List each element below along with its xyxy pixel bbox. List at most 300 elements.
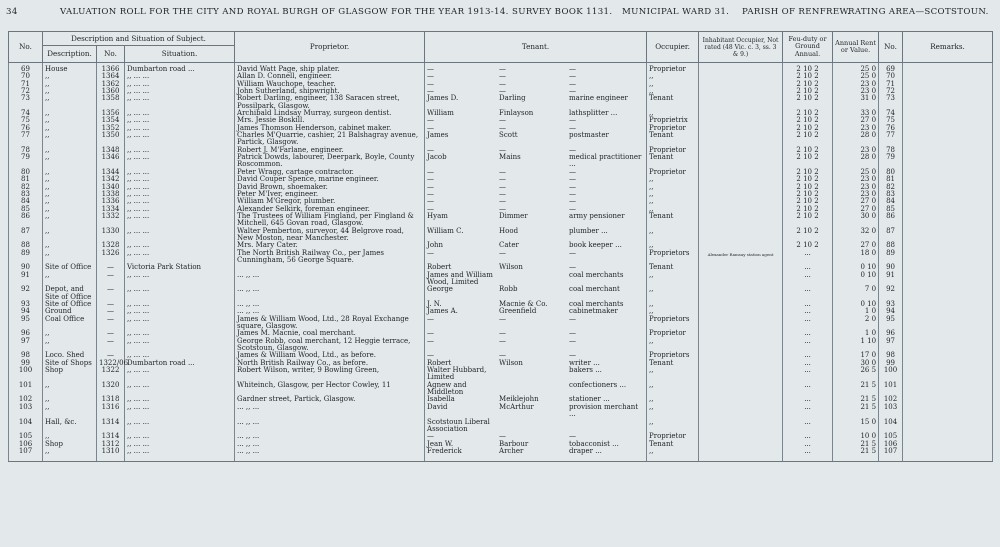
row-description: Site of Office xyxy=(43,301,97,308)
row-rent: 7 0 xyxy=(833,286,879,301)
tenant-first-name: — xyxy=(427,314,435,323)
row-proprietor: ... ,, ... xyxy=(235,441,425,448)
row-occupier: ,, xyxy=(647,184,699,191)
row-number: — xyxy=(97,330,125,337)
tenant-occupation: coal merchant xyxy=(569,285,620,294)
tenant-first-name: Scotstoun Liberal Association xyxy=(427,417,490,433)
row-inhabitant xyxy=(699,308,783,315)
row-inhabitant xyxy=(699,338,783,353)
row-no: 87 xyxy=(9,228,43,243)
row-tenant xyxy=(425,198,647,205)
row-tenant xyxy=(425,367,647,382)
tenant-first-name: — xyxy=(427,123,435,132)
tenant-first-name: — xyxy=(427,65,435,73)
row-situation: ,, ... ... xyxy=(125,110,235,117)
row-occupier: Proprietors xyxy=(647,250,699,265)
row-remarks xyxy=(903,250,993,265)
row-occupier: ,, xyxy=(647,286,699,301)
tenant-first-name: David xyxy=(427,402,448,411)
row-no: 105 xyxy=(9,433,43,440)
row-no: 78 xyxy=(9,147,43,154)
row-description: ,, xyxy=(43,272,97,287)
row-tenant xyxy=(425,95,647,110)
row-proprietor: Charles M'Quarrie, cashier, 21 Balshagray avenue, Partick, Glasgow. xyxy=(235,132,425,147)
row-no: 97 xyxy=(9,338,43,353)
row-rent: 30 0 xyxy=(833,213,879,228)
row-situation: ,, ... ... xyxy=(125,191,235,198)
row-description: ,, xyxy=(43,154,97,169)
row-number: — xyxy=(97,338,125,353)
col-tenant: Tenant. xyxy=(425,32,647,63)
row-feu-duty: 2 10 2 xyxy=(783,66,833,73)
row-no: 75 xyxy=(9,117,43,124)
row-occupier: Tenant xyxy=(647,264,699,271)
tenant-first-name: Hyam xyxy=(427,211,448,220)
row-number: — xyxy=(97,301,125,308)
row-number: 1352 xyxy=(97,125,125,132)
tenant-first-name: — xyxy=(427,204,435,213)
col-description: Description. xyxy=(43,46,97,63)
tenant-occupation: writer ... xyxy=(569,358,600,367)
row-no: 82 xyxy=(9,184,43,191)
row-tenant xyxy=(425,213,647,228)
footer-cell xyxy=(833,455,879,462)
row-situation: ,, ... ... xyxy=(125,419,235,434)
row-description: ,, xyxy=(43,198,97,205)
row-no-right: 75 xyxy=(879,117,903,124)
table-row xyxy=(9,419,993,434)
table-body xyxy=(9,63,993,462)
row-feu-duty: ... xyxy=(783,301,833,308)
row-feu-duty: ... xyxy=(783,396,833,403)
table-row xyxy=(9,367,993,382)
row-no-right: 104 xyxy=(879,419,903,434)
col-no: No. xyxy=(9,32,43,63)
row-rent: 23 0 xyxy=(833,184,879,191)
row-occupier: ,, xyxy=(647,448,699,455)
row-occupier: ,, xyxy=(647,191,699,198)
tenant-occupation: postmaster xyxy=(569,131,609,140)
row-inhabitant xyxy=(699,176,783,183)
tenant-first-name: — xyxy=(427,116,435,125)
row-situation: ,, ... ... xyxy=(125,448,235,455)
row-remarks xyxy=(903,308,993,315)
tenant-occupation xyxy=(569,419,644,434)
tenant-occupation: — xyxy=(569,314,577,323)
footer-cell xyxy=(903,455,993,462)
row-situation: ,, ... ... xyxy=(125,404,235,419)
row-situation: ,, ... ... xyxy=(125,286,235,301)
row-feu-duty: 2 10 2 xyxy=(783,110,833,117)
row-situation: ,, ... ... xyxy=(125,132,235,147)
row-no-right: 90 xyxy=(879,264,903,271)
row-rent: 21 5 xyxy=(833,441,879,448)
row-occupier: Tenant xyxy=(647,213,699,228)
tenant-occupation: army pensioner xyxy=(569,211,625,220)
tenant-last-name: — xyxy=(499,336,507,345)
row-inhabitant xyxy=(699,81,783,88)
tenant-first-name: — xyxy=(427,167,435,176)
row-no: 84 xyxy=(9,198,43,205)
row-number: 1328 xyxy=(97,242,125,249)
row-description: ,, xyxy=(43,117,97,124)
row-number: 1316 xyxy=(97,404,125,419)
row-remarks xyxy=(903,110,993,117)
row-inhabitant xyxy=(699,264,783,271)
tenant-last-name: — xyxy=(499,123,507,132)
row-feu-duty: ... xyxy=(783,448,833,455)
tenant-last-name: — xyxy=(499,175,507,184)
row-no-right: 76 xyxy=(879,125,903,132)
row-inhabitant xyxy=(699,110,783,117)
row-tenant xyxy=(425,132,647,147)
row-no-right: 101 xyxy=(879,382,903,397)
row-situation: ,, ... ... xyxy=(125,117,235,124)
row-rent: 18 0 xyxy=(833,250,879,265)
row-occupier: ,, xyxy=(647,206,699,213)
row-proprietor: John Sutherland, shipwright. xyxy=(235,88,425,95)
row-number: 1336 xyxy=(97,198,125,205)
row-no: 72 xyxy=(9,88,43,95)
tenant-occupation: coal merchants xyxy=(569,300,624,308)
tenant-occupation: — xyxy=(569,189,577,198)
row-proprietor: Gardner street, Partick, Glasgow. xyxy=(235,396,425,403)
row-remarks xyxy=(903,191,993,198)
row-inhabitant xyxy=(699,95,783,110)
row-rent: 1 0 xyxy=(833,330,879,337)
tenant-occupation: — xyxy=(569,263,577,272)
row-situation: ,, ... ... xyxy=(125,367,235,382)
tenant-last-name: — xyxy=(499,314,507,323)
row-situation: ,, ... ... xyxy=(125,272,235,287)
row-description: ,, xyxy=(43,110,97,117)
row-number: 1348 xyxy=(97,147,125,154)
row-tenant xyxy=(425,73,647,80)
col-group-description: Description and Situation of Subject. xyxy=(43,32,235,46)
row-tenant xyxy=(425,154,647,169)
row-situation: ,, ... ... xyxy=(125,308,235,315)
tenant-first-name: John xyxy=(427,241,444,250)
row-no: 101 xyxy=(9,382,43,397)
table-row xyxy=(9,213,993,228)
row-feu-duty: 2 10 2 xyxy=(783,206,833,213)
row-description: ,, xyxy=(43,81,97,88)
row-number: 1338 xyxy=(97,191,125,198)
row-inhabitant xyxy=(699,250,783,265)
row-rent: 0 10 xyxy=(833,272,879,287)
tenant-last-name: Scott xyxy=(499,131,518,140)
tenant-first-name: — xyxy=(427,145,435,154)
row-description: House xyxy=(43,66,97,73)
row-description: Hall, &c. xyxy=(43,419,97,434)
footer-cell xyxy=(9,455,43,462)
row-rent: 21 5 xyxy=(833,404,879,419)
tenant-last-name xyxy=(499,272,569,287)
tenant-last-name xyxy=(499,367,569,382)
row-no: 95 xyxy=(9,316,43,331)
row-description: ,, xyxy=(43,191,97,198)
tenant-last-name: — xyxy=(499,182,507,191)
roll-title: VALUATION ROLL FOR THE CITY AND ROYAL BURGH OF GLASGOW FOR THE YEAR 1913-14. xyxy=(60,7,509,17)
row-inhabitant xyxy=(699,169,783,176)
table-row xyxy=(9,382,993,397)
tenant-occupation: — xyxy=(569,175,577,184)
row-number: 1340 xyxy=(97,184,125,191)
row-number: 1344 xyxy=(97,169,125,176)
row-description: ,, xyxy=(43,176,97,183)
row-description: ,, xyxy=(43,206,97,213)
row-no: 74 xyxy=(9,110,43,117)
row-feu-duty: 2 10 2 xyxy=(783,117,833,124)
row-no: 79 xyxy=(9,154,43,169)
row-no-right: 78 xyxy=(879,147,903,154)
row-rent: 27 0 xyxy=(833,198,879,205)
row-remarks xyxy=(903,419,993,434)
row-rent: 1 0 xyxy=(833,308,879,315)
row-inhabitant xyxy=(699,330,783,337)
row-situation: ,, ... ... xyxy=(125,95,235,110)
row-occupier: ,, xyxy=(647,242,699,249)
table-row xyxy=(9,286,993,301)
row-description: Loco. Shed xyxy=(43,352,97,359)
tenant-last-name: Macnie & Co. xyxy=(499,300,548,308)
row-rent: 26 5 xyxy=(833,367,879,382)
row-inhabitant xyxy=(699,184,783,191)
row-no: 90 xyxy=(9,264,43,271)
row-remarks xyxy=(903,66,993,73)
row-number: 1356 xyxy=(97,110,125,117)
row-number: 1354 xyxy=(97,117,125,124)
row-no-right: 100 xyxy=(879,367,903,382)
tenant-occupation: — xyxy=(569,72,577,81)
row-remarks xyxy=(903,301,993,308)
row-situation: ,, ... ... xyxy=(125,396,235,403)
row-situation: ,, ... ... xyxy=(125,382,235,397)
row-no: 100 xyxy=(9,367,43,382)
row-occupier: Tenant xyxy=(647,360,699,367)
tenant-occupation: draper ... xyxy=(569,446,602,455)
tenant-last-name: Hood xyxy=(499,226,519,235)
row-occupier: Tenant xyxy=(647,95,699,110)
row-situation: ,, ... ... xyxy=(125,250,235,265)
tenant-last-name: — xyxy=(499,79,507,88)
row-tenant xyxy=(425,228,647,243)
row-feu-duty: ... xyxy=(783,441,833,448)
tenant-first-name: J. N. xyxy=(427,300,442,308)
row-remarks xyxy=(903,81,993,88)
tenant-occupation: lathsplitter ... xyxy=(569,109,618,118)
row-rent: 30 0 xyxy=(833,360,879,367)
row-no-right: 70 xyxy=(879,73,903,80)
tenant-first-name: — xyxy=(427,351,435,360)
row-situation: ,, ... ... xyxy=(125,73,235,80)
row-occupier: Proprietor xyxy=(647,169,699,176)
tenant-last-name: Meiklejohn xyxy=(499,395,539,404)
col-remarks: Remarks. xyxy=(903,32,993,63)
row-feu-duty: ... xyxy=(783,382,833,397)
row-no-right: 96 xyxy=(879,330,903,337)
row-tenant xyxy=(425,184,647,191)
row-occupier: ,, xyxy=(647,367,699,382)
row-no-right: 105 xyxy=(879,433,903,440)
row-no-right: 94 xyxy=(879,308,903,315)
col-inhabitant: Inhabitant Occupier, Not rated (48 Vic. c. 3, ss. 3 & 9.) xyxy=(699,32,783,63)
row-occupier: Proprietors xyxy=(647,316,699,331)
row-number: — xyxy=(97,352,125,359)
row-occupier: Proprietor xyxy=(647,147,699,154)
row-no: 103 xyxy=(9,404,43,419)
tenant-last-name: — xyxy=(499,351,507,360)
row-description: Coal Office xyxy=(43,316,97,331)
row-number: 1318 xyxy=(97,396,125,403)
table-row xyxy=(9,95,993,110)
row-feu-duty: 2 10 2 xyxy=(783,184,833,191)
row-no: 76 xyxy=(9,125,43,132)
row-number: — xyxy=(97,316,125,331)
row-tenant xyxy=(425,250,647,265)
row-feu-duty: ... xyxy=(783,272,833,287)
row-rent: 23 0 xyxy=(833,176,879,183)
row-inhabitant xyxy=(699,125,783,132)
row-feu-duty: ... xyxy=(783,352,833,359)
row-occupier: Tenant xyxy=(647,441,699,448)
tenant-first-name: James xyxy=(427,131,449,140)
row-description: ,, xyxy=(43,88,97,95)
row-proprietor: Robert Wilson, writer, 9 Bowling Green, xyxy=(235,367,425,382)
row-rent: 23 0 xyxy=(833,191,879,198)
tenant-occupation: coal merchants xyxy=(569,270,624,279)
row-description: ,, xyxy=(43,184,97,191)
table-row xyxy=(9,154,993,169)
tenant-last-name: — xyxy=(499,329,507,338)
row-rent: 31 0 xyxy=(833,95,879,110)
tenant-occupation: cabinetmaker xyxy=(569,307,618,316)
row-tenant xyxy=(425,338,647,353)
row-occupier: ,, xyxy=(647,272,699,287)
row-proprietor: North British Railway Co., as before. xyxy=(235,360,425,367)
tenant-first-name: William C. xyxy=(427,226,464,235)
valuation-table xyxy=(8,31,993,462)
row-remarks xyxy=(903,176,993,183)
row-tenant xyxy=(425,117,647,124)
row-feu-duty: ... xyxy=(783,404,833,419)
tenant-occupation: — xyxy=(569,248,577,257)
tenant-first-name: — xyxy=(427,336,435,345)
row-proprietor: The North British Railway Co., per James Cunningham, 56 George Square. xyxy=(235,250,425,265)
tenant-first-name: Frederick xyxy=(427,446,462,455)
row-remarks xyxy=(903,286,993,301)
tenant-occupation: — xyxy=(569,87,577,96)
tenant-last-name xyxy=(499,419,569,434)
row-situation: ,, ... ... xyxy=(125,433,235,440)
row-description: ,, xyxy=(43,147,97,154)
row-feu-duty: 2 10 2 xyxy=(783,95,833,110)
row-tenant xyxy=(425,330,647,337)
row-situation: Dumbarton road ... xyxy=(125,360,235,367)
footer-cell xyxy=(699,455,783,462)
row-proprietor: Whiteinch, Glasgow, per Hector Cowley, 11 xyxy=(235,382,425,397)
row-no-right: 83 xyxy=(879,191,903,198)
table-row xyxy=(9,448,993,455)
tenant-first-name: — xyxy=(427,72,435,81)
col-number: No. xyxy=(97,46,125,63)
row-inhabitant xyxy=(699,198,783,205)
row-no: 70 xyxy=(9,73,43,80)
row-situation: ,, ... ... xyxy=(125,81,235,88)
row-inhabitant xyxy=(699,132,783,147)
row-occupier: ,, xyxy=(647,110,699,117)
row-proprietor: Allan D. Connell, engineer. xyxy=(235,73,425,80)
tenant-last-name: Dimmer xyxy=(499,211,528,220)
row-no: 93 xyxy=(9,301,43,308)
table-footer-rule xyxy=(9,455,993,462)
row-number: 1334 xyxy=(97,206,125,213)
row-no-right: 95 xyxy=(879,316,903,331)
row-remarks xyxy=(903,316,993,331)
row-feu-duty: 2 10 2 xyxy=(783,125,833,132)
row-feu-duty: ... xyxy=(783,419,833,434)
row-proprietor: ... ,, ... xyxy=(235,272,425,287)
row-inhabitant xyxy=(699,117,783,124)
tenant-first-name: Robert xyxy=(427,358,452,367)
tenant-last-name: Greenfield xyxy=(499,307,537,316)
footer-cell xyxy=(879,455,903,462)
row-no: 69 xyxy=(9,66,43,73)
tenant-first-name: James D. xyxy=(427,94,459,103)
row-situation: Victoria Park Station xyxy=(125,264,235,271)
inhabitant-note: Alexander Ramsay station agent xyxy=(707,251,774,257)
row-proprietor: ... ,, ... xyxy=(235,404,425,419)
row-no-right: 93 xyxy=(879,301,903,308)
tenant-last-name: Barbour xyxy=(499,439,529,448)
row-no: 80 xyxy=(9,169,43,176)
row-no: 104 xyxy=(9,419,43,434)
row-number: 1346 xyxy=(97,154,125,169)
tenant-first-name: Agnew and Middleton xyxy=(427,380,467,397)
tenant-first-name: — xyxy=(427,87,435,96)
row-no-right: 92 xyxy=(879,286,903,301)
row-number: 1314 xyxy=(97,419,125,434)
row-number: 1364 xyxy=(97,73,125,80)
row-inhabitant xyxy=(699,206,783,213)
row-rent: 15 0 xyxy=(833,419,879,434)
row-description: ,, xyxy=(43,228,97,243)
row-tenant xyxy=(425,242,647,249)
row-proprietor: ... ,, ... xyxy=(235,286,425,301)
tenant-first-name: Jacob xyxy=(427,153,447,162)
footer-cell xyxy=(43,455,97,462)
col-proprietor: Proprietor. xyxy=(235,32,425,63)
row-proprietor: Peter M'Iver, engineer. xyxy=(235,191,425,198)
row-no-right: 85 xyxy=(879,206,903,213)
row-rent: 27 0 xyxy=(833,242,879,249)
row-inhabitant xyxy=(699,360,783,367)
row-rent: 23 0 xyxy=(833,88,879,95)
row-description: ,, xyxy=(43,448,97,455)
table-row xyxy=(9,264,993,271)
row-proprietor: Robert Darling, engineer, 138 Saracen street, Possilpark, Glasgow. xyxy=(235,95,425,110)
row-no: 102 xyxy=(9,396,43,403)
row-proprietor: Walter Pemberton, surveyor, 44 Belgrove road, New Moston, near Manchester. xyxy=(235,228,425,243)
row-rent: 0 10 xyxy=(833,264,879,271)
tenant-first-name: — xyxy=(427,175,435,184)
row-description: ,, xyxy=(43,95,97,110)
tenant-last-name: — xyxy=(499,167,507,176)
row-occupier: Tenant xyxy=(647,154,699,169)
row-tenant xyxy=(425,66,647,73)
row-occupier: Proprietrix xyxy=(647,117,699,124)
row-situation: ,, ... ... xyxy=(125,316,235,331)
